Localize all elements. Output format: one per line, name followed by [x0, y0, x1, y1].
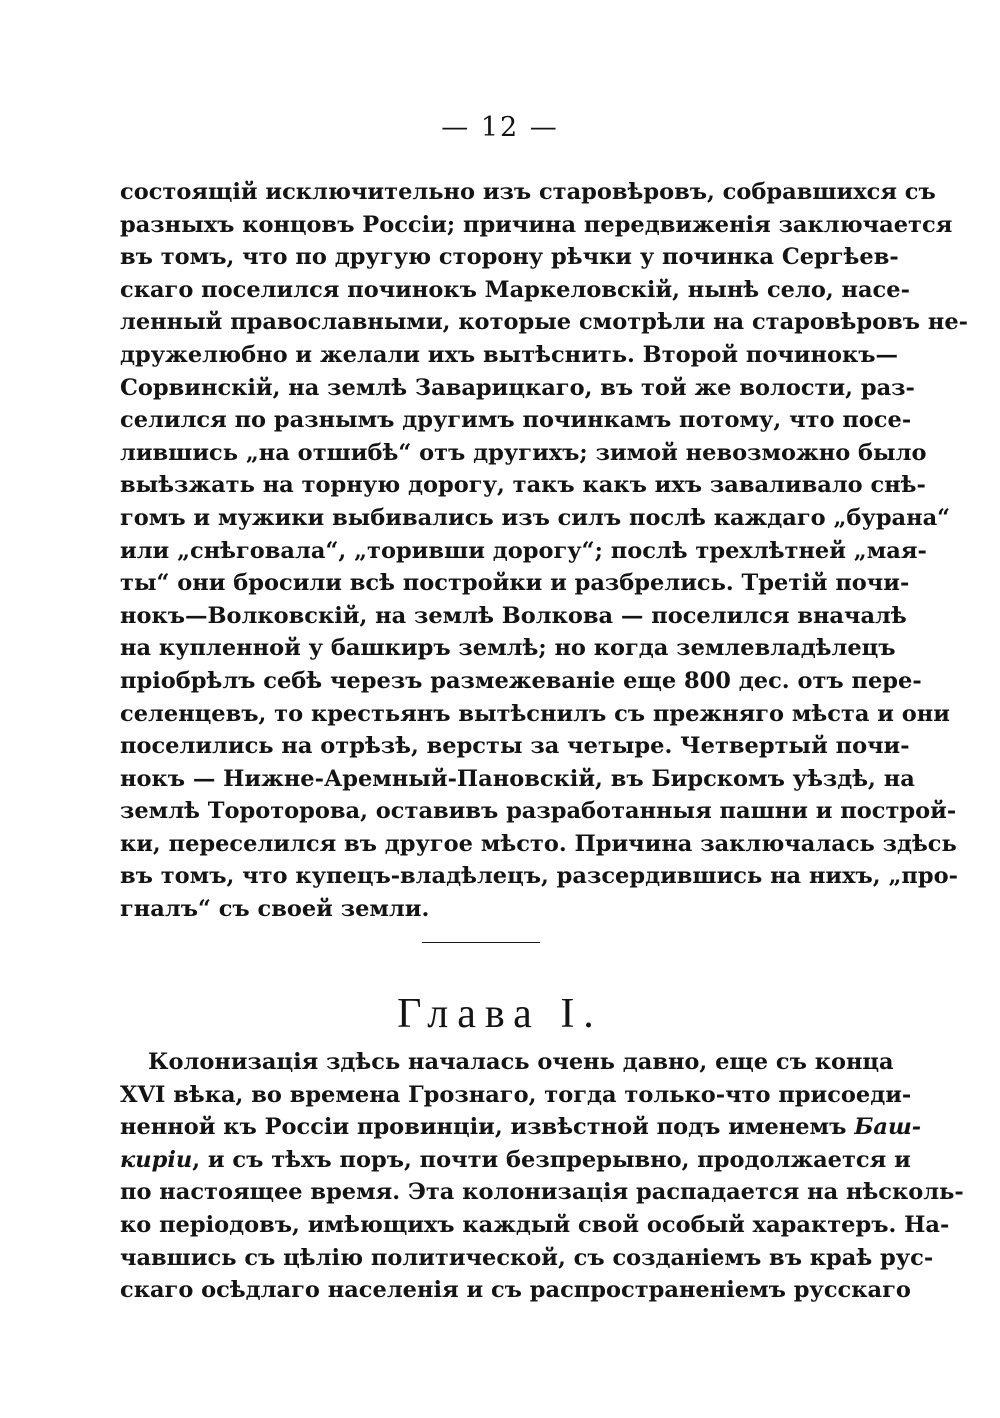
text-line: селился по разнымъ другимъ починкамъ потому, что посе- — [120, 407, 912, 434]
italic-word: Баш- — [854, 1114, 922, 1141]
text-line: нокъ—Волковскій, на землѣ Волкова — поселился вначалѣ — [120, 602, 907, 629]
text-line: Колонизація здѣсь началась очень давно, еще съ конца — [148, 1049, 894, 1075]
text-line: скаго осѣдлаго населенія и съ распространеніемъ русскаго — [120, 1277, 911, 1304]
text-line: выѣзжать на торную дорогу, такъ какъ ихъ заваливало снѣ- — [120, 472, 926, 499]
text-line — [120, 1111, 922, 1144]
text-line: ленный православными, которые смотрѣли на старовѣровъ не- — [120, 309, 968, 336]
text-line: въ томъ, что по другую сторону рѣчки у починка Сергѣев- — [120, 244, 899, 271]
text-line: землѣ Тороторова, оставивъ разработанныя пашни и построй- — [120, 798, 957, 825]
text-line: скаго поселился починокъ Маркеловскій, нынѣ село, насе- — [120, 276, 910, 303]
text-line: на купленной у башкиръ землѣ; но когда землевладѣлецъ — [120, 635, 896, 662]
text-line: гомъ и мужики выбивались изъ силъ послѣ каждаго „бурана“ — [120, 504, 951, 531]
text-line: пріобрѣлъ себѣ черезъ размежеваніе еще 800 дес. отъ пере- — [120, 667, 922, 694]
chapter-paragraph — [120, 1046, 964, 1307]
text-fragment: , и съ тѣхъ поръ, почти безпрерывно, продолжается и — [192, 1146, 911, 1173]
text-line: поселились на отрѣзѣ, версты за четыре. Четвертый почи- — [120, 733, 910, 760]
text-fragment: ненной къ Россіи провинціи, извѣстной подъ именемъ — [120, 1114, 855, 1141]
text-line: лившись „на отшибѣ“ отъ другихъ; зимой невозможно было — [120, 439, 927, 466]
text-line: XVI вѣка, во времена Грознаго, тогда только-что присоеди- — [120, 1081, 912, 1108]
italic-word-continued: киріи — [120, 1146, 193, 1173]
text-line: гналъ“ съ своей земли. — [120, 896, 430, 923]
paragraph-continued — [120, 176, 968, 926]
text-line: дружелюбно и желали ихъ вытѣснить. Второй починокъ— — [120, 341, 899, 368]
page-number: — 12 — — [441, 112, 559, 143]
text-line: въ томъ, что купецъ-владѣлецъ, разсердившись на нихъ, „про- — [120, 863, 958, 890]
text-line: Сорвинскій, на землѣ Заварицкаго, въ той же волости, раз- — [120, 374, 915, 401]
chapter-heading: Глава I. — [397, 991, 603, 1037]
text-line: разныхъ концовъ Россіи; причина передвиженія заключается — [120, 211, 953, 238]
text-line: или „снѣговала“, „торивши дорогу“; послѣ трехлѣтней „мая- — [120, 537, 927, 564]
text-line: ки, переселился въ другое мѣсто. Причина заключалась здѣсь — [120, 830, 957, 857]
text-line: селенцевъ, то крестьянъ вытѣснилъ съ прежняго мѣста и они — [120, 700, 950, 727]
text-line — [120, 1144, 911, 1177]
text-line: чавшись съ цѣлію политической, съ созданіемъ въ краѣ рус- — [120, 1244, 934, 1271]
text-line: состоящій исключительно изъ старовѣровъ, собравшихся съ — [120, 179, 936, 205]
text-line: нокъ — Нижне-Аремный-Пановскій, въ Бирскомъ уѣздѣ, на — [120, 765, 915, 792]
text-line: по настоящее время. Эта колонизація распадается на нѣсколь- — [120, 1179, 964, 1206]
section-divider — [422, 942, 540, 943]
text-line: ты“ они бросили всѣ постройки и разбрелись. Третій почи- — [120, 570, 910, 597]
text-line: ко періодовъ, имѣющихъ каждый свой особый характеръ. На- — [120, 1211, 950, 1238]
